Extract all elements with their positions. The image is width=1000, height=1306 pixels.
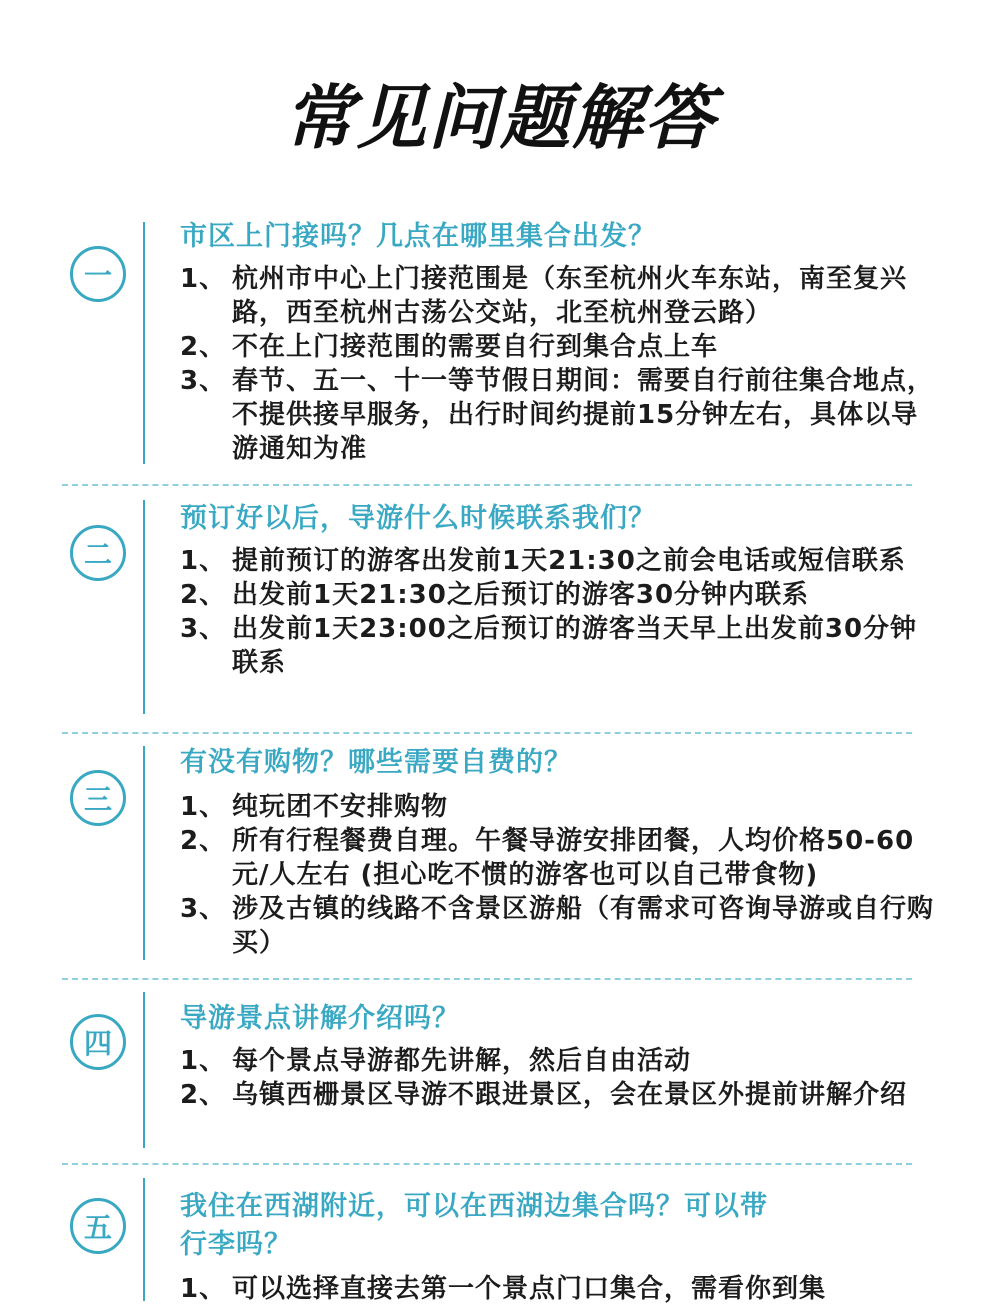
answer-list	[180, 544, 940, 680]
answer-list	[180, 1044, 940, 1112]
question-heading: 我住在西湖附近，可以在西湖边集合吗？可以带行李吗？	[180, 1191, 768, 1260]
answer-list	[180, 790, 940, 960]
question-heading: 市区上门接吗？几点在哪里集合出发？	[180, 221, 656, 252]
section-number-badge: 一	[70, 246, 126, 302]
section-line	[143, 222, 145, 464]
answer-item: 1、 纯玩团不安排购物	[180, 792, 449, 822]
question-heading: 有没有购物？哪些需要自费的？	[180, 747, 572, 778]
answer-item: 2、 出发前1天21:30之后预订的游客30分钟内联系	[180, 580, 810, 610]
answer-item: 3、 春节、五一、十一等节假日期间：需要自行前往集合地点，不提供接早服务，出行时间约提前15分钟左右，具体以导游通知为准	[180, 366, 935, 464]
answer-item: 3、 出发前1天23:00之后预订的游客当天早上出发前30分钟联系	[180, 614, 918, 678]
section-number-badge: 四	[70, 1014, 126, 1070]
section-number-badge: 二	[70, 525, 126, 581]
answer-item: 2、 所有行程餐费自理。午餐导游安排团餐，人均价格50-60元/人左右 (担心吃不惯的游客也可以自己带食物)	[180, 826, 915, 890]
answer-item: 3、 涉及古镇的线路不含景区游船（有需求可咨询导游或自行购买）	[180, 894, 935, 958]
section-number-badge: 三	[70, 770, 126, 826]
answer-item: 1、 可以选择直接去第一个景点门口集合，需看你到集	[180, 1274, 827, 1304]
answer-item: 2、 不在上门接范围的需要自行到集合点上车	[180, 332, 719, 362]
section-line	[143, 746, 145, 960]
section-line	[143, 1178, 145, 1301]
answer-item: 1、 杭州市中心上门接范围是（东至杭州火车东站，南至复兴路，西至杭州古荡公交站，北至杭州登云路）	[180, 264, 908, 328]
question-heading: 预订好以后，导游什么时候联系我们？	[180, 503, 656, 534]
section-divider	[62, 1163, 912, 1165]
section-line	[143, 500, 145, 714]
section-divider	[62, 732, 912, 734]
section-line	[143, 992, 145, 1148]
question-heading: 导游景点讲解介绍吗？	[180, 1003, 460, 1034]
section-divider	[62, 978, 912, 980]
section-number-badge: 五	[70, 1198, 126, 1254]
answer-item: 1、 提前预订的游客出发前1天21:30之前会电话或短信联系	[180, 546, 906, 576]
page-title: 常见问题解答	[284, 77, 716, 159]
answer-item: 2、 乌镇西栅景区导游不跟进景区，会在景区外提前讲解介绍	[180, 1080, 908, 1110]
answer-item: 1、 每个景点导游都先讲解，然后自由活动	[180, 1046, 692, 1076]
section-divider	[62, 484, 912, 486]
answer-list	[180, 262, 940, 466]
